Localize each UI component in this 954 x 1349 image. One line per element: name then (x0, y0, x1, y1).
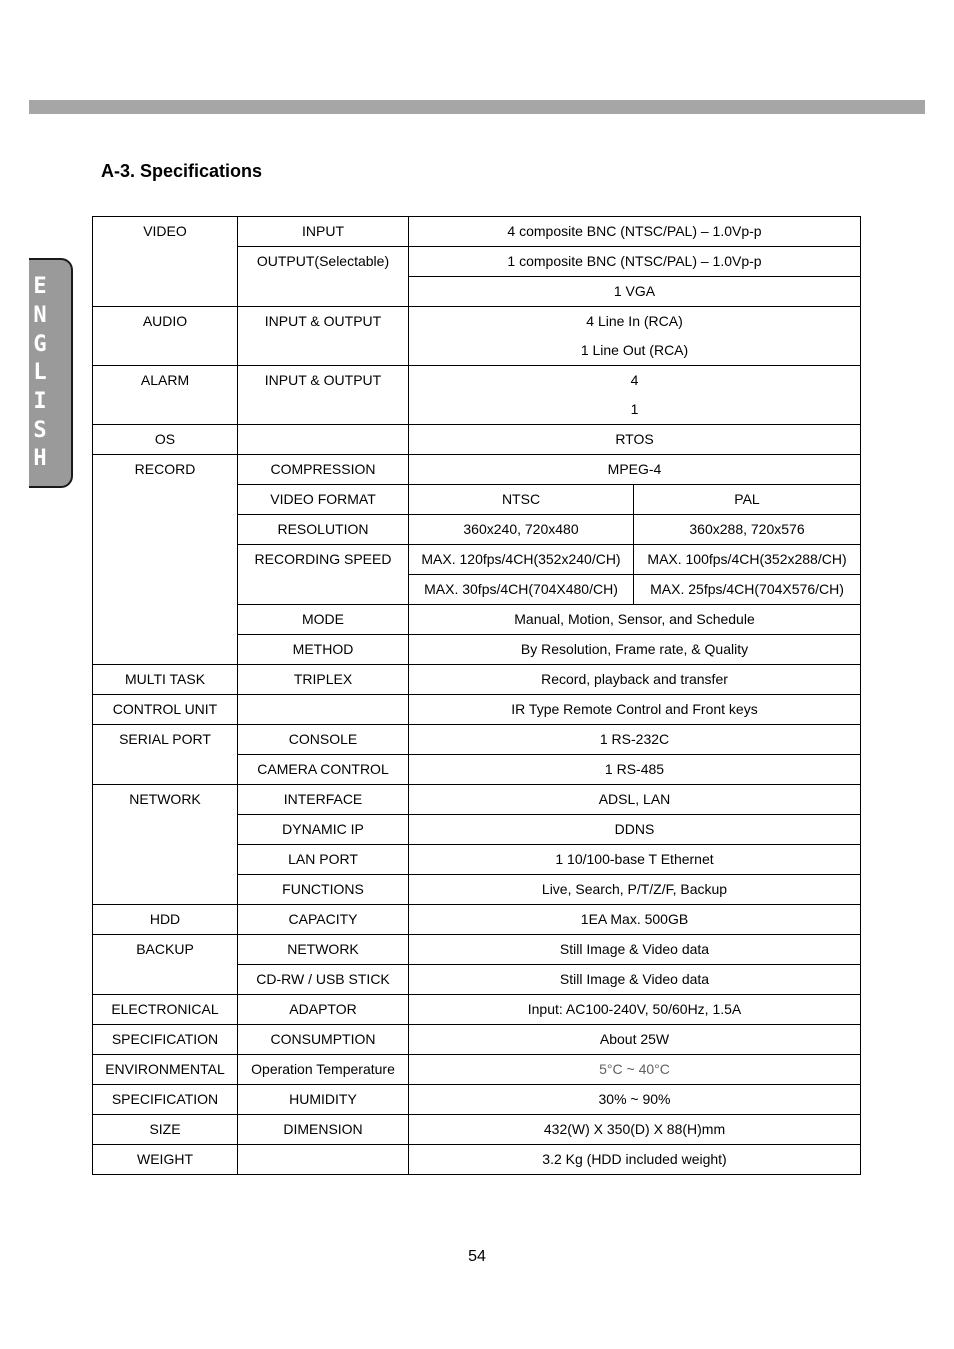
table-row (93, 725, 861, 755)
value-cell-ntsc: MAX. 120fps/4CH(352x240/CH) (409, 545, 634, 575)
value-cell (409, 366, 861, 425)
category-cell: SPECIFICATION (93, 1085, 238, 1115)
item-cell (238, 1145, 409, 1175)
table-row (93, 995, 861, 1025)
category-cell: SPECIFICATION (93, 1025, 238, 1055)
table-row (93, 217, 861, 247)
value-cell: By Resolution, Frame rate, & Quality (409, 635, 861, 665)
value-line: 1 (630, 401, 639, 417)
value-cell: 1 VGA (409, 277, 861, 307)
item-cell: DYNAMIC IP (238, 815, 409, 845)
value-cell: 3.2 Kg (HDD included weight) (409, 1145, 861, 1175)
item-cell: INPUT (238, 217, 409, 247)
value-cell: 432(W) X 350(D) X 88(H)mm (409, 1115, 861, 1145)
table-row (93, 1085, 861, 1115)
table-row (93, 307, 861, 366)
category-cell: ENVIRONMENTAL (93, 1055, 238, 1085)
value-cell: ADSL, LAN (409, 785, 861, 815)
side-tab-letter: I (33, 389, 47, 414)
item-cell: OUTPUT(Selectable) (238, 247, 409, 307)
table-row (93, 1115, 861, 1145)
item-cell: Operation Temperature (238, 1055, 409, 1085)
item-cell: CONSOLE (238, 725, 409, 755)
category-cell: OS (93, 425, 238, 455)
item-cell (238, 695, 409, 725)
side-tab-letter: N (33, 303, 47, 328)
value-cell: 30% ~ 90% (409, 1085, 861, 1115)
category-cell: RECORD (93, 455, 238, 665)
value-cell-ntsc: 360x240, 720x480 (409, 515, 634, 545)
item-cell: FUNCTIONS (238, 875, 409, 905)
value-line: 1 Line Out (RCA) (580, 342, 689, 358)
value-cell: About 25W (409, 1025, 861, 1055)
value-cell-ntsc: NTSC (409, 485, 634, 515)
table-row (93, 455, 861, 485)
item-cell: CAMERA CONTROL (238, 755, 409, 785)
category-cell: ALARM (93, 366, 238, 425)
value-cell: RTOS (409, 425, 861, 455)
category-cell: AUDIO (93, 307, 238, 366)
value-cell: Record, playback and transfer (409, 665, 861, 695)
value-cell-pal: PAL (634, 485, 861, 515)
value-cell: 1EA Max. 500GB (409, 905, 861, 935)
item-cell: CD-RW / USB STICK (238, 965, 409, 995)
category-cell: HDD (93, 905, 238, 935)
value-cell: 1 10/100-base T Ethernet (409, 845, 861, 875)
value-cell-pal: 360x288, 720x576 (634, 515, 861, 545)
item-cell: INTERFACE (238, 785, 409, 815)
value-cell: 1 RS-232C (409, 725, 861, 755)
table-row (93, 695, 861, 725)
value-cell (409, 307, 861, 366)
value-cell-pal: MAX. 25fps/4CH(704X576/CH) (634, 575, 861, 605)
item-cell: DIMENSION (238, 1115, 409, 1145)
category-cell: ELECTRONICAL (93, 995, 238, 1025)
table-row (93, 366, 861, 425)
item-cell: ADAPTOR (238, 995, 409, 1025)
category-cell: MULTI TASK (93, 665, 238, 695)
value-cell: Still Image & Video data (409, 935, 861, 965)
value-cell: Input: AC100-240V, 50/60Hz, 1.5A (409, 995, 861, 1025)
item-cell: LAN PORT (238, 845, 409, 875)
category-cell: SIZE (93, 1115, 238, 1145)
value-cell: Manual, Motion, Sensor, and Schedule (409, 605, 861, 635)
value-cell: 4 composite BNC (NTSC/PAL) – 1.0Vp-p (409, 217, 861, 247)
category-cell: CONTROL UNIT (93, 695, 238, 725)
category-cell: SERIAL PORT (93, 725, 238, 785)
side-tab-letter: E (33, 274, 47, 299)
value-cell-ntsc: MAX. 30fps/4CH(704X480/CH) (409, 575, 634, 605)
item-cell: HUMIDITY (238, 1085, 409, 1115)
item-cell: CAPACITY (238, 905, 409, 935)
table-row (93, 1055, 861, 1085)
item-cell: INPUT & OUTPUT (238, 307, 409, 366)
item-cell (238, 425, 409, 455)
table-row (93, 1025, 861, 1055)
item-cell: TRIPLEX (238, 665, 409, 695)
table-row (93, 935, 861, 965)
section-title: A-3. Specifications (101, 161, 263, 181)
value-cell: IR Type Remote Control and Front keys (409, 695, 861, 725)
item-cell: VIDEO FORMAT (238, 485, 409, 515)
table-row (93, 785, 861, 815)
table-row (93, 905, 861, 935)
side-tab-letter: H (33, 446, 47, 471)
category-cell: BACKUP (93, 935, 238, 995)
value-cell: DDNS (409, 815, 861, 845)
value-cell: 1 RS-485 (409, 755, 861, 785)
value-cell: 5°C ~ 40°C (409, 1055, 861, 1085)
value-cell-pal: MAX. 100fps/4CH(352x288/CH) (634, 545, 861, 575)
item-cell: INPUT & OUTPUT (238, 366, 409, 425)
page-number: 54 (468, 1248, 486, 1265)
value-cell: Live, Search, P/T/Z/F, Backup (409, 875, 861, 905)
item-cell: CONSUMPTION (238, 1025, 409, 1055)
value-cell: 1 composite BNC (NTSC/PAL) – 1.0Vp-p (409, 247, 861, 277)
item-cell: METHOD (238, 635, 409, 665)
item-cell: COMPRESSION (238, 455, 409, 485)
category-cell: NETWORK (93, 785, 238, 905)
side-tab-letter: G (33, 332, 47, 357)
side-tab-letter: L (33, 360, 47, 385)
header-bar (29, 100, 925, 114)
value-line: 4 (630, 372, 639, 388)
language-side-tab (29, 258, 73, 488)
side-tab-letter: S (33, 418, 47, 443)
value-line: 4 Line In (RCA) (586, 313, 683, 329)
item-cell: RESOLUTION (238, 515, 409, 545)
table-row (93, 425, 861, 455)
specifications-table (92, 216, 861, 1175)
table-row (93, 1145, 861, 1175)
value-cell: MPEG-4 (409, 455, 861, 485)
item-cell: NETWORK (238, 935, 409, 965)
value-cell: Still Image & Video data (409, 965, 861, 995)
category-cell: VIDEO (93, 217, 238, 307)
item-cell: RECORDING SPEED (238, 545, 409, 605)
category-cell: WEIGHT (93, 1145, 238, 1175)
item-cell: MODE (238, 605, 409, 635)
table-row (93, 665, 861, 695)
